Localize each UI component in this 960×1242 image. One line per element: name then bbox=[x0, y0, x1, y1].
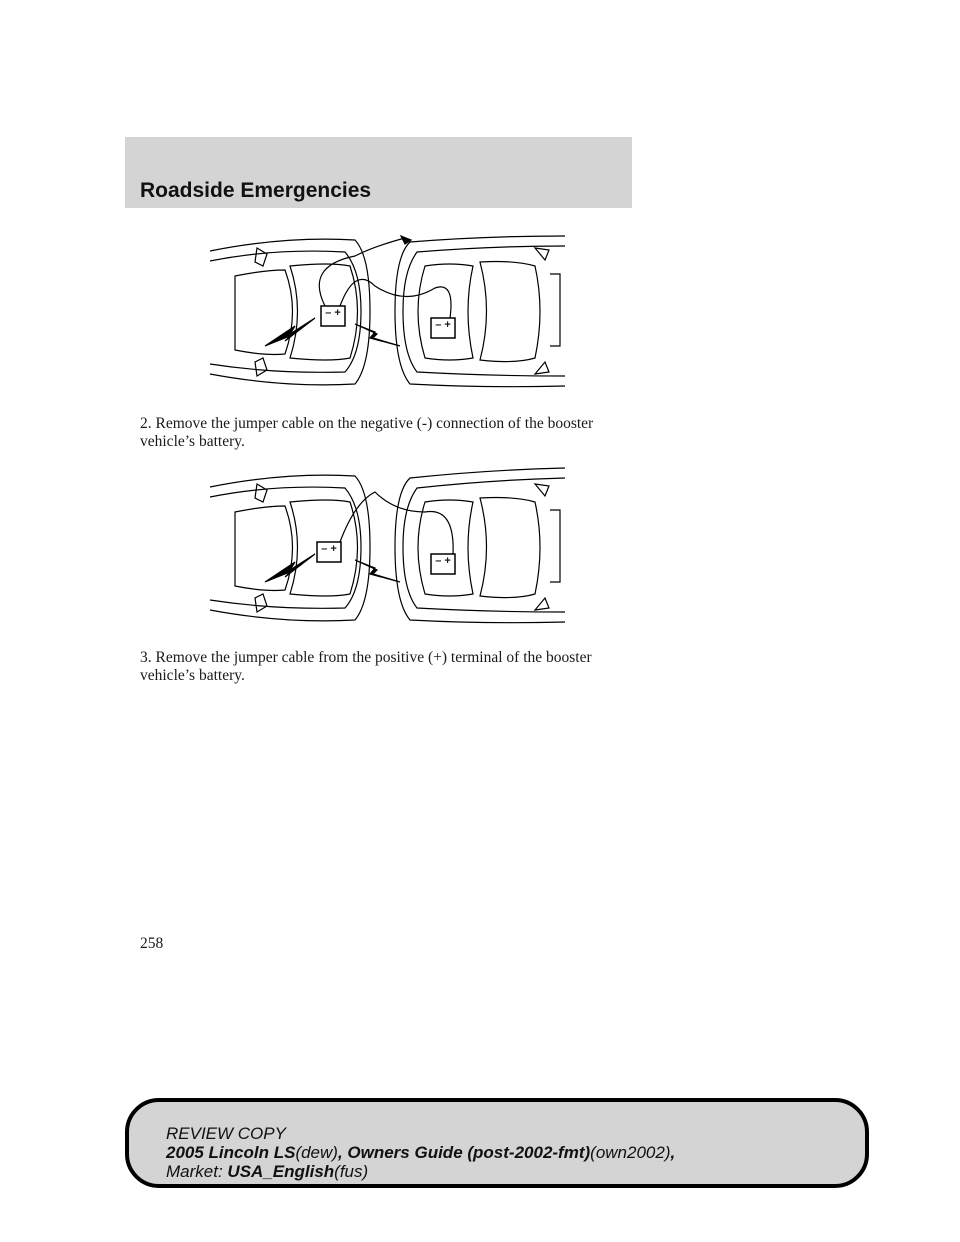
market-code: (fus) bbox=[334, 1162, 369, 1181]
review-copy-footer bbox=[125, 1098, 869, 1188]
model-code: (dew) bbox=[295, 1143, 338, 1162]
jump-start-diagram-1 bbox=[205, 226, 570, 398]
battery-label-left: – + bbox=[321, 543, 337, 555]
section-title: Roadside Emergencies bbox=[140, 179, 372, 202]
battery-label-right: – + bbox=[435, 555, 451, 567]
battery-label-left: – + bbox=[325, 307, 341, 319]
line-comma: , bbox=[670, 1143, 676, 1162]
step-3-text: 3. Remove the jumper cable from the positive (+) terminal of the booster vehicle’s battery. bbox=[140, 649, 592, 684]
guide-code: (own2002) bbox=[590, 1143, 671, 1162]
review-copy-label: REVIEW COPY bbox=[166, 1124, 286, 1143]
guide-name: , Owners Guide (post-2002-fmt) bbox=[337, 1143, 591, 1162]
battery-label-right: – + bbox=[435, 319, 451, 331]
step-2-text: 2. Remove the jumper cable on the negative (-) connection of the booster vehicle’s battery. bbox=[140, 415, 594, 450]
section-header bbox=[125, 137, 632, 208]
market-label: Market: bbox=[166, 1162, 223, 1181]
model-name: 2005 Lincoln LS bbox=[166, 1143, 296, 1162]
jump-start-diagram-2 bbox=[205, 462, 570, 634]
page-number: 258 bbox=[140, 935, 164, 952]
market-name: USA_English bbox=[227, 1162, 335, 1181]
